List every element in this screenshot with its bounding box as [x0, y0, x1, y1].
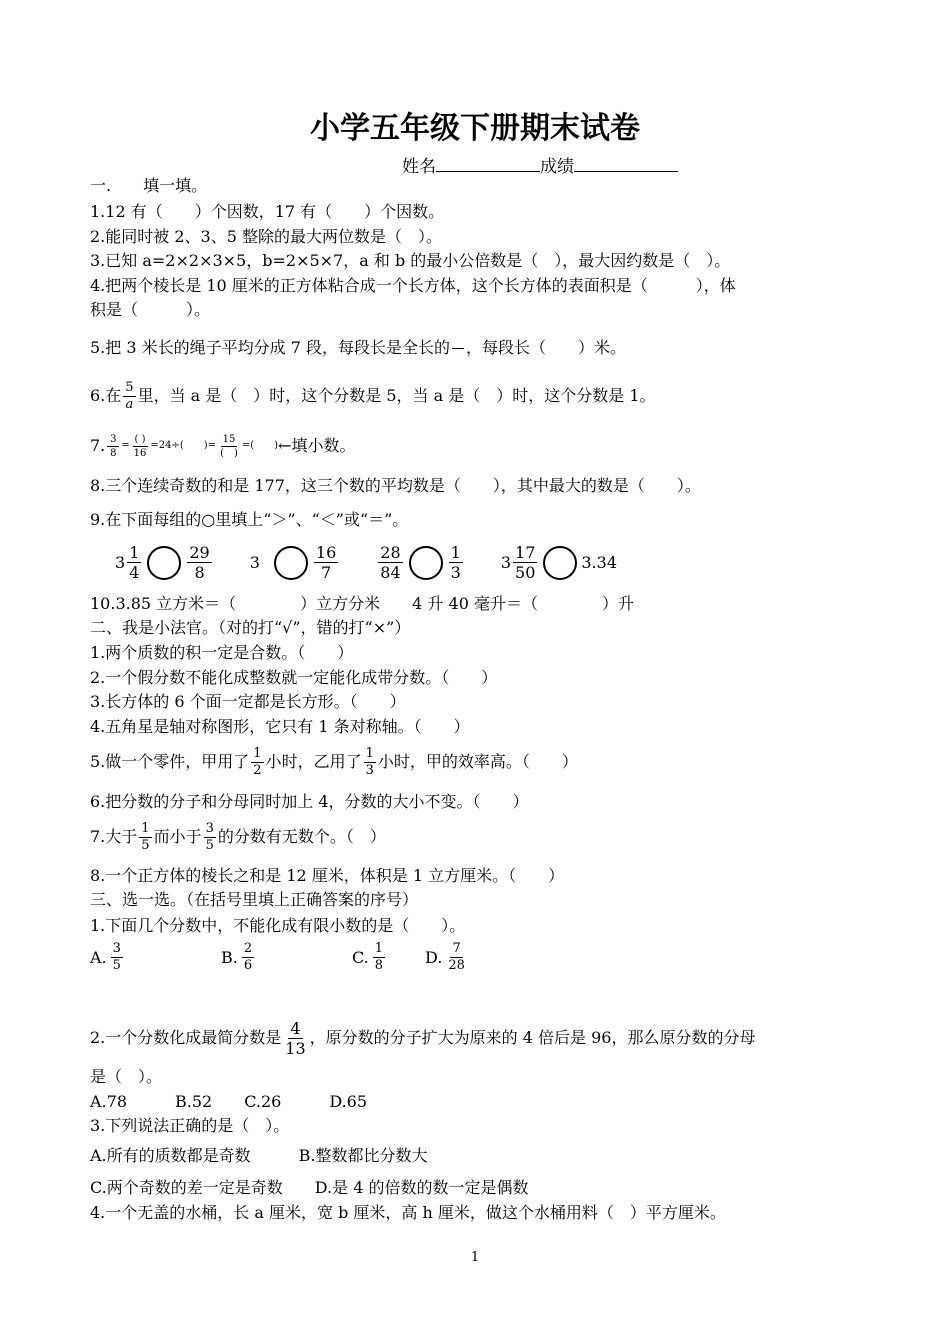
- question-3-2-text: 2.一个分数化成最简分数是: [90, 1028, 282, 1047]
- whole-number: 3: [500, 553, 512, 572]
- frac-den: 28: [448, 958, 465, 973]
- question-1-4-line1: 4.把两个棱长是 10 厘米的正方体粘合成一个长方体，这个长方体的表面积是（ ），体: [90, 276, 736, 295]
- frac-num: 5: [125, 379, 134, 395]
- question-2-3: 3.长方体的 6 个面一定都是长方形。（ ）: [90, 692, 406, 711]
- question-1-6-tail: 里，当 a 是（ ）时，这个分数是 5，当 a 是（ ）时，这个分数是 1。: [137, 386, 656, 405]
- fraction: [127, 544, 141, 581]
- fraction-15-blank[interactable]: [218, 434, 240, 459]
- question-1-1: 1.12 有（ ）个因数，17 有（ ）个因数。: [90, 202, 445, 221]
- question-2-2: 2.一个假分数不能化成整数就一定能化成带分数。（ ）: [90, 668, 498, 687]
- section-1-heading: 一. 填一填。: [90, 176, 208, 195]
- compare-group-2: [250, 544, 341, 581]
- compare-circle[interactable]: [274, 546, 308, 580]
- option-label: A.: [90, 948, 107, 967]
- fraction: [378, 544, 402, 581]
- question-3-3-options-ab[interactable]: A.所有的质数都是奇数 B.整数都比分数大: [90, 1146, 428, 1165]
- question-2-5: [90, 742, 578, 782]
- frac-num: 7: [452, 941, 461, 956]
- option-3-1-c[interactable]: [352, 942, 387, 973]
- question-2-5-text: 5.做一个零件，甲用了: [90, 752, 250, 771]
- frac-num: 1: [365, 745, 374, 761]
- question-1-5-text: 5.把 3 米长的绳子平均分成 7 段，每段长是全长的: [90, 338, 450, 357]
- question-2-4: 4.五角星是轴对称图形，它只有 1 条对称轴。（ ）: [90, 717, 470, 736]
- fraction: [513, 544, 537, 581]
- fraction-3-8: [107, 434, 119, 459]
- equals: =: [121, 440, 130, 451]
- frac-num: 15: [222, 433, 236, 445]
- fraction-blank-16[interactable]: [132, 434, 149, 459]
- fraction-5-over-a: [123, 381, 135, 412]
- frac-den: a: [125, 396, 134, 412]
- question-1-6: [90, 376, 656, 416]
- fraction-3-5: [204, 822, 216, 853]
- question-1-7-tail: ←填小数。: [278, 436, 356, 455]
- question-2-7-mid: 而小于: [153, 827, 202, 846]
- compare-circle[interactable]: [543, 546, 577, 580]
- section-2-heading: 二、我是小法官。（对的打“√”，错的打“×”）: [90, 618, 411, 637]
- question-1-10: 10.3.85 立方米＝（ ）立方分米 4 升 40 毫升＝（ ）升: [90, 594, 634, 613]
- fraction: [314, 544, 338, 581]
- question-3-2-line2: 是（ ）。: [90, 1067, 163, 1086]
- decimal-blank[interactable]: =( ): [241, 440, 279, 451]
- frac-den: 3: [450, 563, 461, 582]
- whole-number: 3: [249, 553, 260, 572]
- frac-den: 5: [112, 958, 121, 973]
- question-2-7: [90, 816, 386, 858]
- option-3-1-d[interactable]: [425, 942, 469, 973]
- frac-num: ( ): [134, 433, 146, 445]
- question-1-7: [90, 426, 355, 466]
- frac-num: 4: [290, 1018, 301, 1038]
- question-1-8: 8.三个连续奇数的和是 177，这三个数的平均数是（ ），其中最大的数是（ ）。: [90, 476, 701, 495]
- frac-num: 1: [141, 820, 150, 836]
- compare-row: [115, 544, 653, 581]
- score-blank[interactable]: [574, 155, 678, 172]
- option-3-1-a[interactable]: [90, 942, 125, 973]
- frac-num: 29: [189, 543, 210, 562]
- compare-circle[interactable]: [409, 546, 443, 580]
- frac-num: 3: [112, 941, 121, 956]
- question-2-5-mid: 小时，乙用了: [265, 752, 362, 771]
- question-3-1: 1.下面几个分数中，不能化成有限小数的是（ ）。: [90, 916, 466, 935]
- compare-group-1: [115, 544, 214, 581]
- frac-den: 5: [205, 837, 214, 853]
- question-1-7-num: 7.: [90, 436, 106, 455]
- question-3-2-options[interactable]: A.78 B.52 C.26 D.65: [90, 1092, 368, 1111]
- question-2-7-text: 7.大于: [90, 827, 138, 846]
- question-1-2: 2.能同时被 2、3、5 整除的最大两位数是（ ）。: [90, 227, 442, 246]
- frac-num: 1: [450, 543, 461, 562]
- question-3-4: 4.一个无盖的水桶，长 a 厘米，宽 b 厘米，高 h 厘米，做这个水桶用料（ ）平方厘米。: [90, 1203, 726, 1222]
- frac-den: 4: [129, 563, 140, 582]
- name-score-bar: [402, 152, 678, 177]
- fraction: [446, 942, 467, 973]
- frac-den: [456, 349, 460, 350]
- frac-den: 84: [380, 563, 401, 582]
- frac-den: 8: [110, 447, 117, 459]
- frac-num: 1: [374, 941, 384, 956]
- frac-den: 8: [194, 563, 205, 582]
- question-1-6-text: 6.在: [90, 386, 122, 405]
- fraction: [373, 942, 385, 973]
- question-1-3: 3.已知 a=2×2×3×5，b=2×5×7，a 和 b 的最小公倍数是（ ），最大因约数是（ ）。: [90, 251, 731, 270]
- question-1-4-line2: 积是（ ）。: [90, 300, 211, 319]
- option-label: D.: [425, 948, 443, 967]
- compare-group-3: [376, 544, 465, 581]
- frac-num: 16: [315, 543, 337, 562]
- question-2-5-tail: 小时，甲的效率高。（ ）: [377, 752, 578, 771]
- fraction: [187, 544, 211, 581]
- question-2-6: 6.把分数的分子和分母同时加上 4，分数的大小不变。（ ）: [90, 792, 529, 811]
- frac-den: 5: [141, 837, 150, 853]
- frac-num: 1: [129, 543, 140, 562]
- fraction: [111, 942, 123, 973]
- option-label: C.: [352, 948, 369, 967]
- question-3-3-options-cd[interactable]: C.两个奇数的差一定是奇数 D.是 4 的倍数的数一定是偶数: [90, 1178, 529, 1197]
- frac-den: 13: [285, 1038, 306, 1058]
- frac-den: ( ): [220, 447, 238, 459]
- score-label: 成绩: [540, 157, 574, 177]
- name-label: 姓名: [402, 157, 436, 177]
- whole-number: 3: [115, 553, 126, 572]
- question-2-7-tail: 的分数有无数个。（ ）: [217, 827, 386, 846]
- fraction: [449, 544, 463, 581]
- frac-num: 3: [107, 434, 119, 447]
- frac-den: 3: [365, 762, 374, 778]
- frac-num: 17: [515, 543, 536, 562]
- frac-den: 6: [243, 958, 253, 973]
- frac-den: 7: [321, 563, 332, 582]
- frac-num: 1: [253, 745, 262, 761]
- fraction-1-2: [251, 747, 263, 778]
- compare-circle[interactable]: [147, 546, 181, 580]
- frac-num: 3: [205, 820, 214, 836]
- option-3-1-b[interactable]: [221, 942, 256, 973]
- page-title: 小学五年级下册期末试卷: [310, 111, 640, 146]
- fraction-1-5: [139, 822, 151, 853]
- decimal-number: 3.34: [581, 553, 617, 572]
- frac-num: 2: [243, 941, 253, 956]
- frac-den: 8: [374, 958, 384, 973]
- frac-den: 50: [515, 563, 536, 582]
- page-number: 1: [470, 1250, 480, 1265]
- fraction: [242, 942, 254, 973]
- frac-den: 2: [253, 762, 262, 778]
- frac-num: 28: [380, 543, 401, 562]
- name-blank[interactable]: [436, 155, 540, 172]
- question-1-9: 9.在下面每组的○里填上“＞”、“＜”或“＝”。: [90, 510, 409, 529]
- question-3-3: 3.下列说法正确的是（ ）。: [90, 1116, 290, 1135]
- question-1-5: [90, 330, 626, 366]
- question-3-2: [90, 1016, 755, 1060]
- compare-group-4: [501, 544, 617, 581]
- fraction-4-13: [283, 1020, 307, 1057]
- question-2-8: 8.一个正方体的棱长之和是 12 厘米，体积是 1 立方厘米。（ ）: [90, 866, 565, 885]
- question-3-2-tail: ，原分数的分子扩大为原来的 4 倍后是 96，那么原分数的分母: [309, 1028, 756, 1047]
- section-3-heading: 三、选一选。（在括号里填上正确答案的序号）: [90, 890, 419, 909]
- frac-den: 16: [133, 447, 147, 459]
- option-label: B.: [221, 948, 238, 967]
- fraction-blank[interactable]: [452, 347, 464, 350]
- fraction-1-3: [364, 747, 376, 778]
- question-1-5-tail: ，每段长（ ）米。: [465, 338, 626, 357]
- question-2-1: 1.两个质数的积一定是合数。（ ）: [90, 643, 354, 662]
- division-blank[interactable]: =24÷( )=: [150, 440, 217, 451]
